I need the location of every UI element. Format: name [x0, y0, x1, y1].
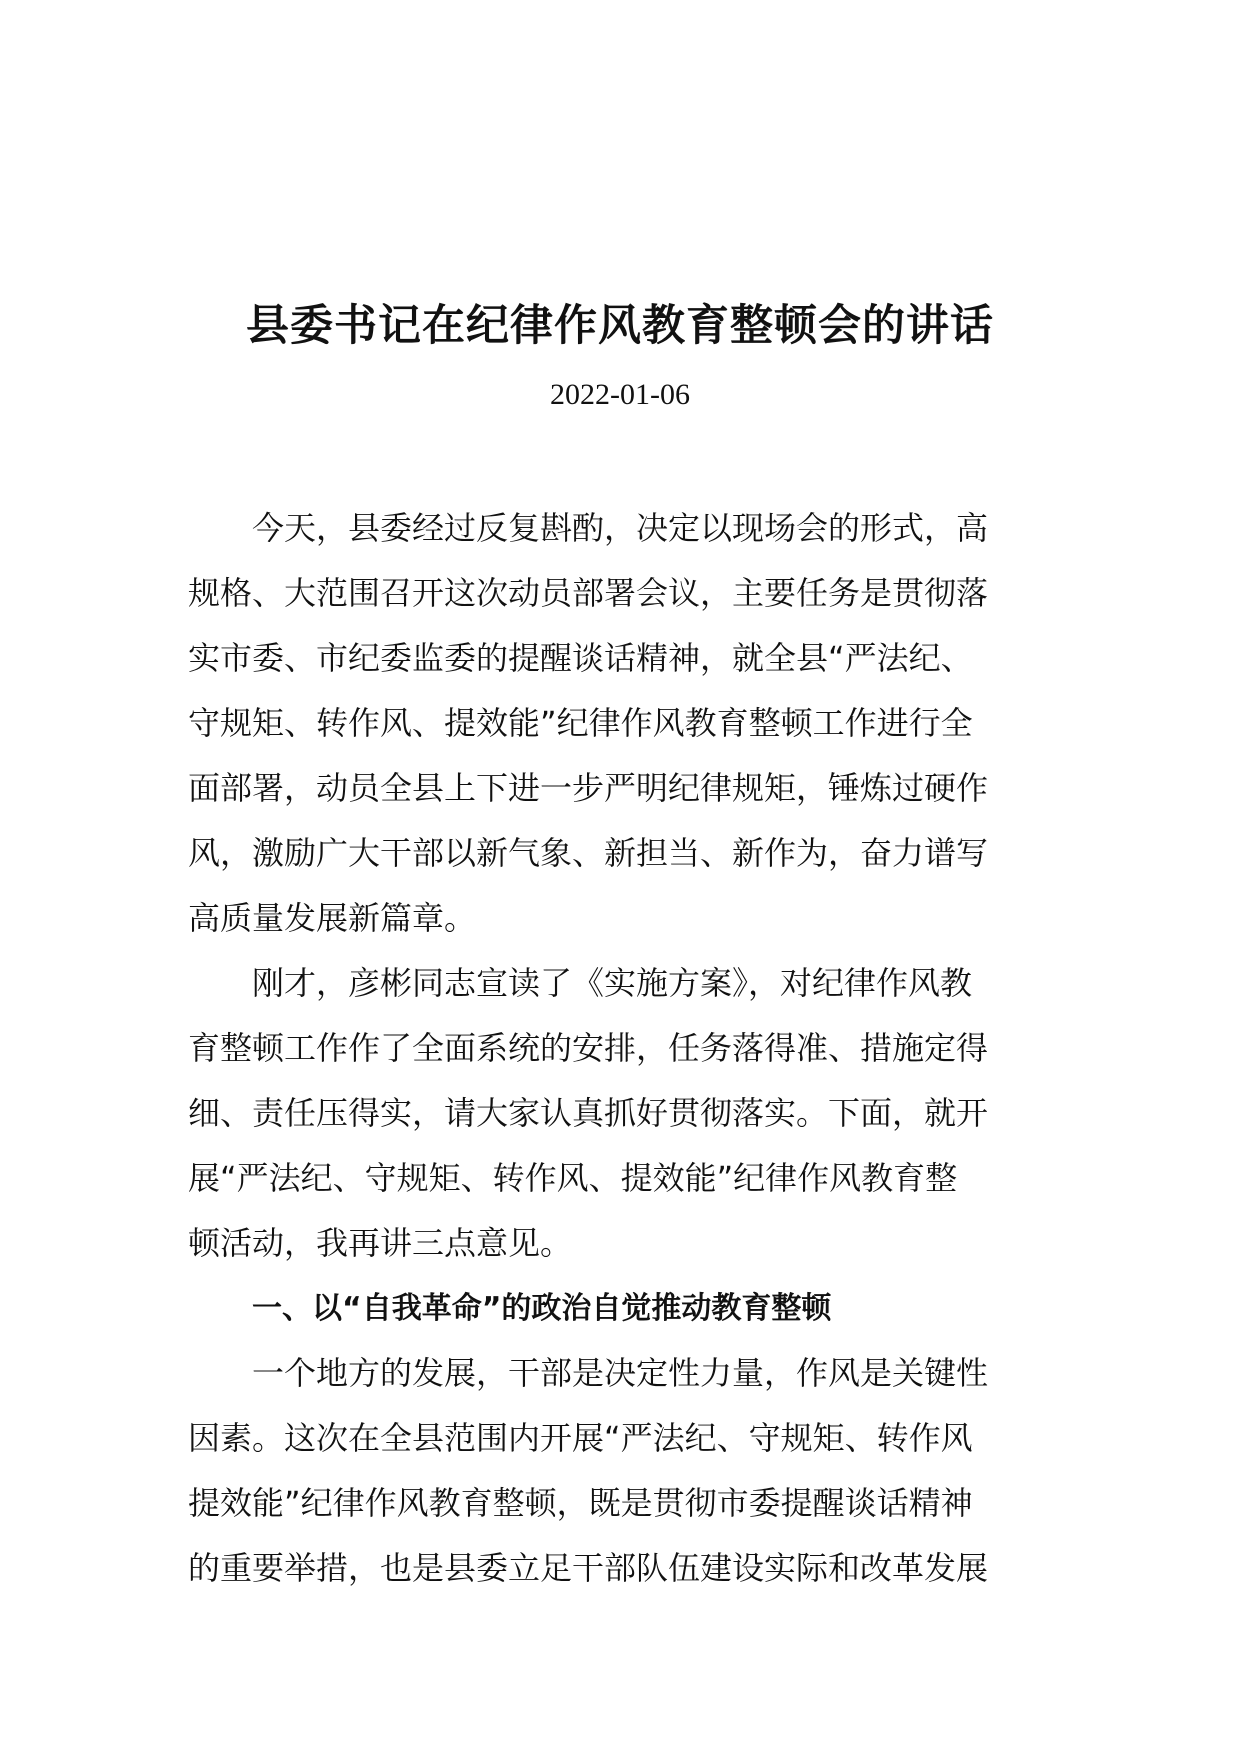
body-text-line: 风，激励广大干部以新气象、新担当、新作为，奋力谱写 [188, 834, 989, 872]
body-text-line: 展“严法纪、守规矩、转作风、提效能”纪律作风教育整 [188, 1159, 958, 1197]
body-text-line: 高质量发展新篇章。 [188, 899, 477, 937]
document-body [188, 496, 1058, 1601]
body-text-line: 因素。这次在全县范围内开展“严法纪、守规矩、转作风 [188, 1419, 973, 1457]
body-text-line: 一个地方的发展，干部是决定性力量，作风是关键性 [252, 1354, 989, 1392]
body-text-line: 的重要举措，也是县委立足干部队伍建设实际和改革发展 [188, 1549, 989, 1587]
body-text-line: 细、责任压得实，请大家认真抓好贯彻落实。下面，就开 [188, 1094, 989, 1132]
body-text-line: 面部署，动员全县上下进一步严明纪律规矩，锤炼过硬作 [188, 769, 989, 807]
document-title: 县委书记在纪律作风教育整顿会的讲话 [246, 301, 994, 351]
body-text-line: 规格、大范围召开这次动员部署会议，主要任务是贯彻落 [188, 574, 989, 612]
body-text-line: 提效能”纪律作风教育整顿，既是贯彻市委提醒谈话精神 [188, 1484, 973, 1522]
body-text-line: 顿活动，我再讲三点意见。 [188, 1224, 573, 1262]
section-heading: 一、以“自我革命”的政治自觉推动教育整顿 [252, 1291, 832, 1326]
body-text-line: 实市委、市纪委监委的提醒谈话精神，就全县“严法纪、 [188, 639, 973, 677]
document-date: 2022-01-06 [550, 378, 690, 411]
body-text-line: 育整顿工作作了全面系统的安排，任务落得准、措施定得 [188, 1029, 989, 1067]
body-text-line: 守规矩、转作风、提效能”纪律作风教育整顿工作进行全 [188, 704, 973, 742]
body-text-line: 今天，县委经过反复斟酌，决定以现场会的形式，高 [252, 509, 989, 547]
body-text-line: 刚才，彦彬同志宣读了《实施方案》，对纪律作风教 [252, 964, 973, 1002]
